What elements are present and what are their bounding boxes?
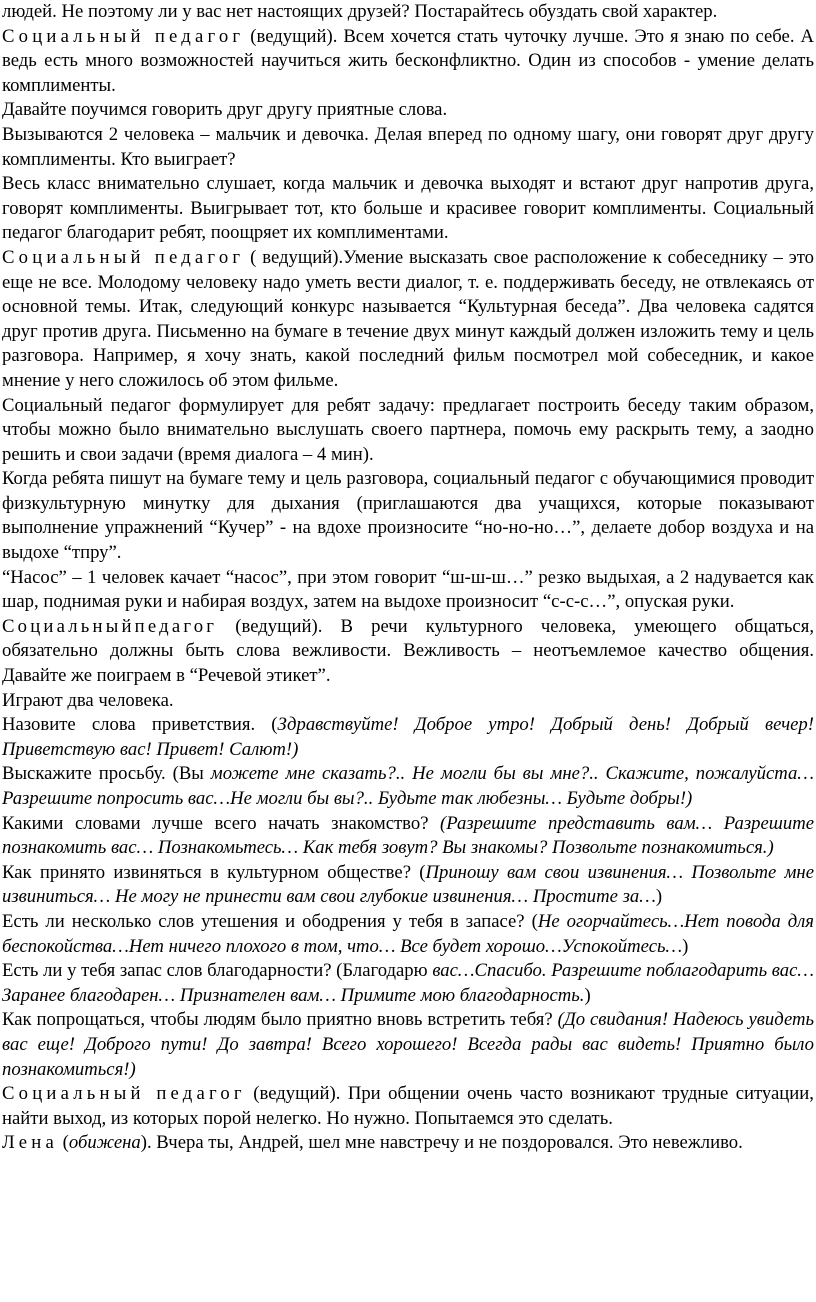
paragraph-12-italic: Здравствуйте! Доброе утро! Добрый день! Добрый вечер! Приветствую вас! Привет! Салют!) (2, 714, 814, 760)
paragraph-4 (2, 123, 814, 172)
paragraph-6-text: ( ведущий).Умение высказать свое расположение к собеседнику – это еще не все. Молодому человеку надо уметь вести диалог, т. е. поддерживать беседу, не отвлекаясь от основной темы. Итак, следующий конкурс называется “Культурная беседа”. Два человека садятся друг против друга. Письменно на бумаге в течение двух минут каждый должен изложить тему и цель разговора. Например, я хочу знать, какой последний фильм посмотрел мой собеседник, и какое мнение у него сложилось об этом фильме. (2, 246, 814, 391)
paragraph-17-text: Есть ли у тебя запас слов благодарности? (Благодарю (2, 960, 433, 982)
paragraph-1 (2, 0, 814, 25)
paragraph-18 (2, 1008, 814, 1082)
paragraph-12-text: Назовите слова приветствия. ( (2, 714, 278, 736)
paragraph-15 (2, 861, 814, 910)
paragraph-4-text: Вызываются 2 человека – мальчик и девочка. Делая вперед по одному шагу, они говорят друг другу комплименты. Кто выиграет? (2, 123, 814, 170)
paragraph-10-text: (ведущий). В речи культурного человека, умеющего общаться, обязательно должны быть слова вежливости. Вежливость – неотъемлемое качество общения. Давайте же поиграем в “Речевой этикет”. (2, 615, 814, 687)
paragraph-15-italic: Приношу вам свои извинения… Позвольте мне извиниться… Не могу не принести вам свои глубокие извинения… Простите за… (2, 861, 814, 908)
paragraph-20-text: ( (57, 1132, 69, 1154)
paragraph-19-text: (ведущий). При общении очень часто возникают трудные ситуации, найти выход, из которых порой нелегко. Но нужно. Попытаемся это сделать. (2, 1083, 814, 1129)
paragraph-5 (2, 172, 814, 246)
speaker-label: Социальный педагог (2, 25, 245, 47)
paragraph-5-text: Весь класс внимательно слушает, когда мальчик и девочка выходят и встают друг напротив друга, говорят комплименты. Выигрывает тот, кто больше и красивее говорит комплименты. Социальный педагог благодарит ребят, поощряет их комплиментами. (2, 173, 814, 244)
paragraph-16-text: Есть ли несколько слов утешения и ободрения у тебя в запасе? ( (2, 910, 538, 932)
speaker-label: Социальный педагог (2, 246, 245, 268)
paragraph-2-text: (ведущий). Всем хочется стать чуточку лучше. Это я знаю по себе. А ведь есть много возможностей научиться жить бесконфликтно. Один из способов - умение делать комплименты. (2, 25, 814, 96)
speaker-label: Социальныйпедагог (2, 615, 218, 637)
paragraph-19 (2, 1082, 814, 1131)
paragraph-16 (2, 910, 814, 959)
paragraph-16-close: ) (682, 935, 689, 957)
paragraph-13-italic: можете мне сказать?.. Не могли бы вы мне?.. Скажите, пожалуйста… Разрешите попросить вас…Не могли бы вы?.. Будьте так любезны… Будьте добры!) (2, 763, 814, 809)
paragraph-15-text: Как принято извиняться в культурном обществе? ( (2, 861, 426, 883)
paragraph-8-text: Когда ребята пишут на бумаге тему и цель разговора, социальный педагог с обучающимися проводит физкультурную минутку для дыхания (приглашаются два учащихся, которые показывают выполнение упражнений “Кучер” - на вдохе произносите “но-но-но…”, делаете добор воздуха и на выдохе “тпру”. (2, 468, 814, 564)
paragraph-15-close: ) (655, 886, 663, 908)
paragraph-20-close: ). Вчера ты, Андрей, шел мне навстречу и не поздоровался. Это невежливо. (140, 1132, 743, 1154)
paragraph-7-text: Социальный педагог формулирует для ребят задачу: предлагает построить беседу таким образом, чтобы можно было внимательно выслушать своего партнера, помочь ему раскрыть тему, а заодно решить и свои задачи (время диалога – 4 мин). (2, 394, 814, 465)
paragraph-3 (2, 98, 814, 123)
paragraph-18-text: Как попрощаться, чтобы людям было приятно вновь встретить тебя? (2, 1009, 558, 1031)
paragraph-12 (2, 713, 814, 762)
paragraph-7 (2, 394, 814, 468)
paragraph-13 (2, 762, 814, 811)
paragraph-20-italic: обижена (68, 1132, 141, 1154)
paragraph-14-italic: (Разрешите представить вам… Разрешите познакомить вас… Познакомьтесь… Как тебя зовут? Вы знакомы? Позвольте познакомиться.) (2, 812, 814, 859)
paragraph-16-italic: Не огорчайтесь…Нет повода для беспокойства…Нет ничего плохого в том, что… Все будет хорошо…Успокойтесь… (2, 910, 814, 957)
paragraph-6 (2, 246, 814, 394)
paragraph-9 (2, 566, 814, 615)
paragraph-8 (2, 467, 814, 565)
paragraph-17-italic: вас…Спасибо. Разрешите поблагодарить вас… Заранее благодарен… Признателен вам… Примите мою благодарность. (2, 960, 814, 1006)
paragraph-17-close: ) (584, 984, 591, 1006)
paragraph-20 (2, 1131, 814, 1156)
paragraph-14 (2, 812, 814, 861)
paragraph-14-text: Какими словами лучше всего начать знакомство? (2, 812, 441, 834)
paragraph-9-text: “Насос” – 1 человек качает “насос”, при этом говорит “ш-ш-ш…” резко выдыхая, а 2 надувается как шар, поднимая руки и набирая воздух, затем на выдохе произносит “с-с-с…”, опуская руки. (2, 566, 814, 613)
speaker-label: Социальный педагог (2, 1083, 246, 1105)
paragraph-13-text: Выскажите просьбу. (Вы (2, 763, 211, 785)
paragraph-1-text: людей. Не поэтому ли у вас нет настоящих друзей? Постарайтесь обуздать свой характер. (2, 1, 718, 22)
paragraph-2 (2, 25, 814, 99)
document-page (2, 0, 814, 1156)
paragraph-17 (2, 959, 814, 1008)
paragraph-18-italic: (До свидания! Надеюсь увидеть вас еще! Доброго пути! До завтра! Всего хорошего! Всегда рады вас видеть! Приятно было познакомиться!) (2, 1009, 814, 1080)
speaker-label: Лена (2, 1132, 58, 1154)
paragraph-11 (2, 689, 814, 714)
paragraph-11-text: Играют два человека. (2, 689, 174, 711)
paragraph-3-text: Давайте поучимся говорить друг другу приятные слова. (2, 99, 448, 121)
paragraph-10 (2, 615, 814, 689)
